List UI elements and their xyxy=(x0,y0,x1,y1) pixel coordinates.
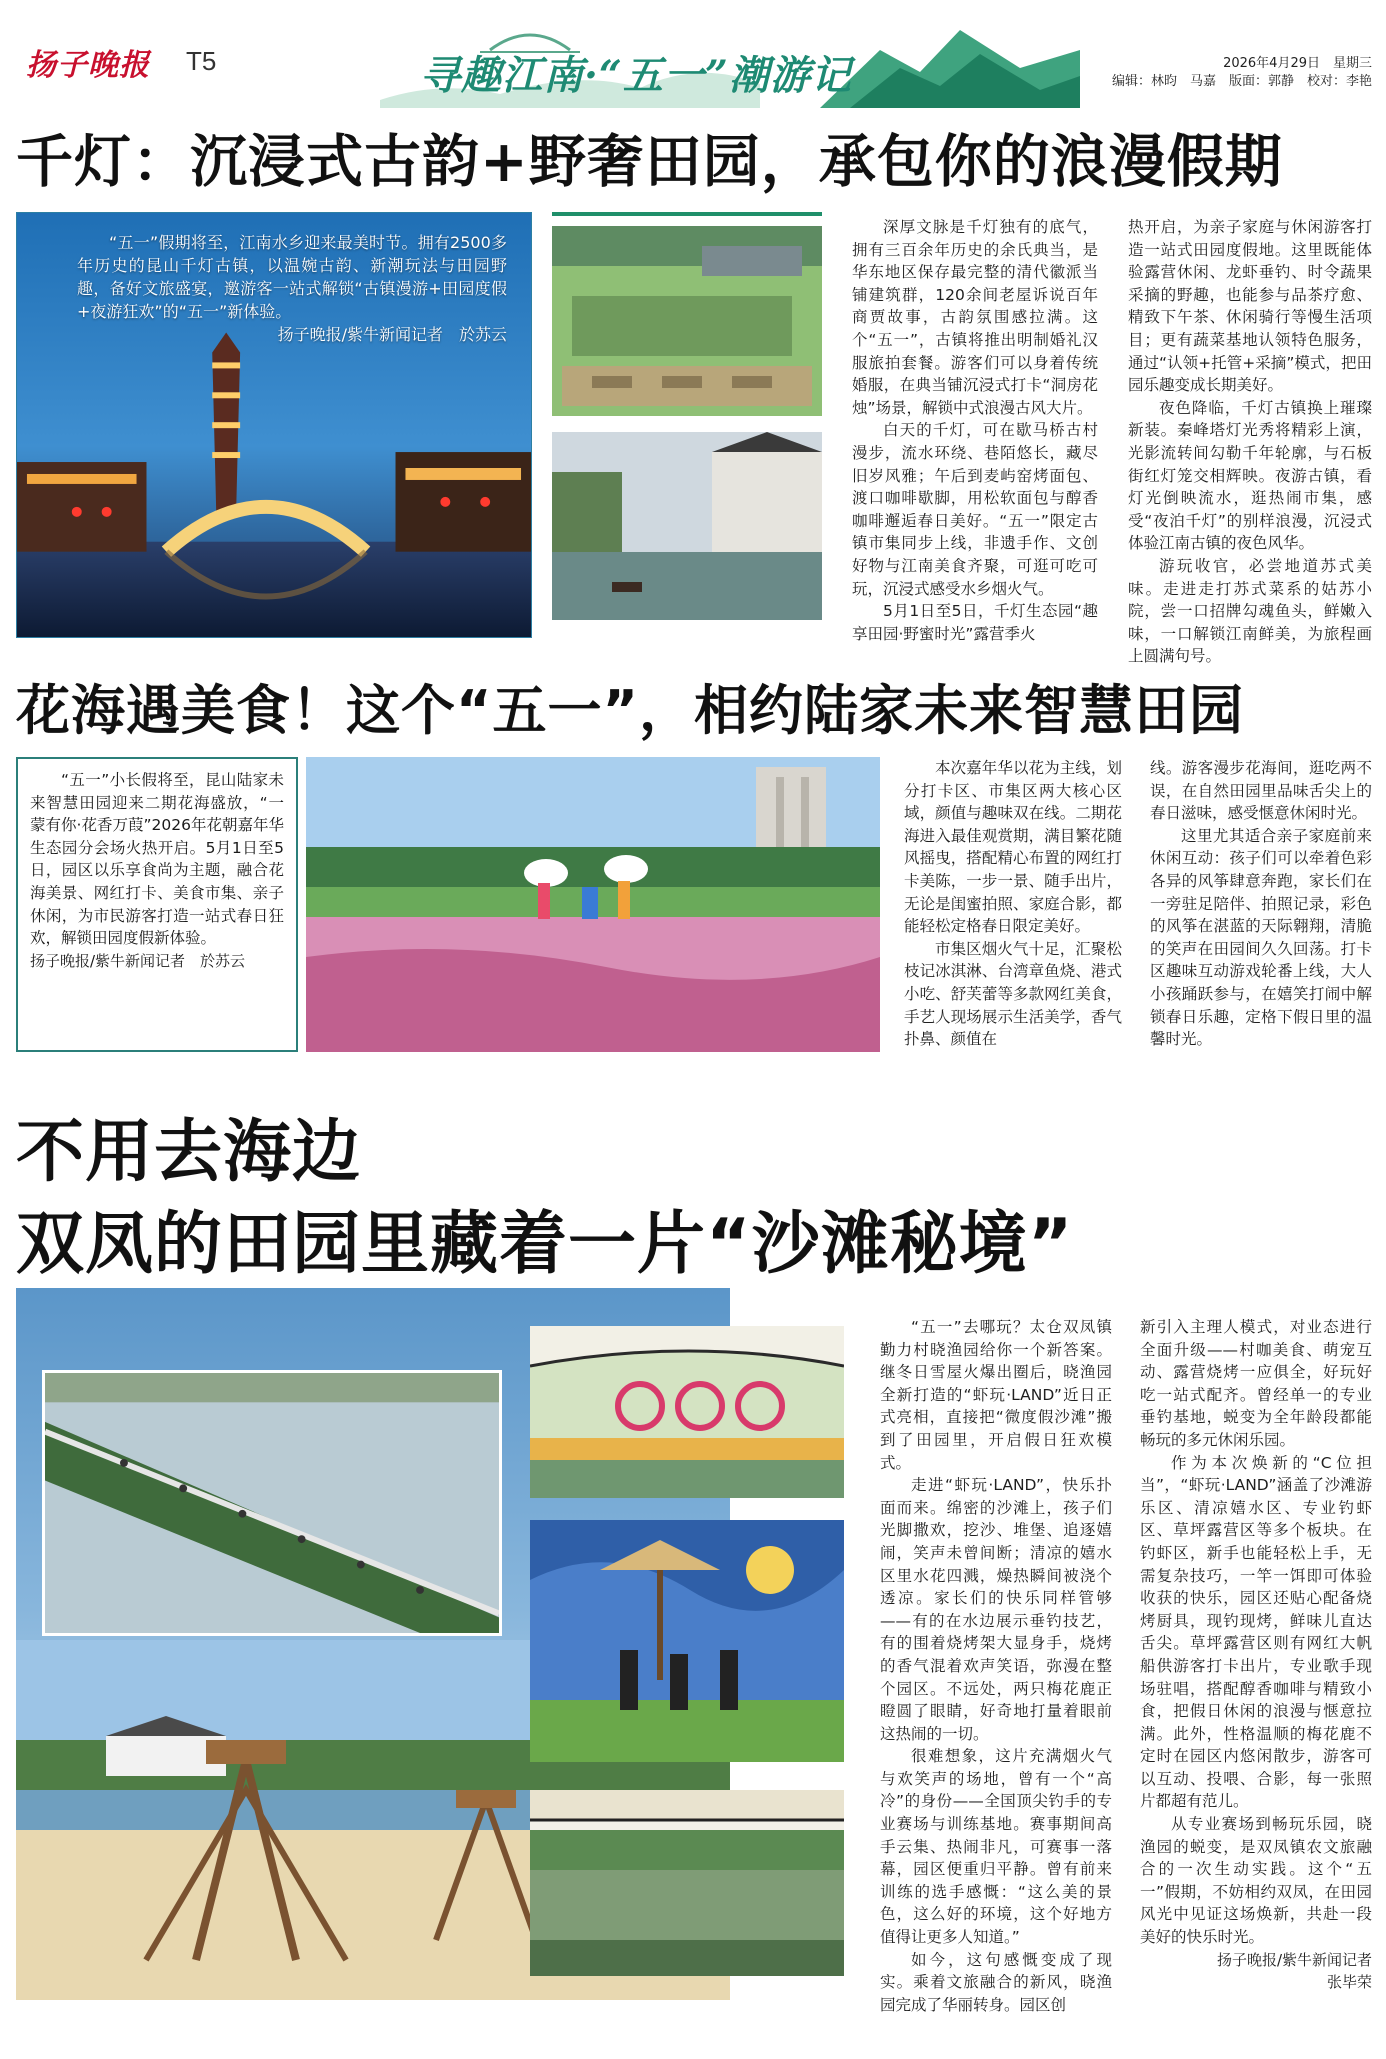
article3-paragraph: 从专业赛场到畅玩乐园，晓渔园的蜕变，是双凤镇农文旅融合的一次生动实践。这个“五一”假期，不妨相约双凤，在田园风光中见证这场焕新，共赴一段美好的快乐时光。 xyxy=(1140,1815,1372,1947)
article1-paragraph: 热开启，为亲子家庭与休闲游客打造一站式田园度假地。这里既能体验露营休闲、龙虾垂钓、时令蔬果采摘的野趣，也能参与品茶疗愈、精致下午茶、休闲骑行等慢生活项目；更有蔬菜基地认领特色服务，通过“认领+托管+采摘”模式，把田园乐趣变成长期美好。 xyxy=(1128,218,1372,395)
article2-headline: 花海遇美食！这个“五一”，相约陆家未来智慧田园 xyxy=(16,679,1244,742)
newspaper-logo: 扬子晚报 xyxy=(26,48,150,83)
article2-flower-field-photo xyxy=(306,757,880,1052)
article3-paragraph: 新引入主理人模式，对业态进行全面升级——村咖美食、萌宠互动、露营烧烤一应俱全，好玩好吃一站式配齐。曾经单一的专业垂钓基地，蜕变为全年龄段都能畅玩的多元休闲乐园。 xyxy=(1140,1318,1372,1449)
masthead xyxy=(0,0,1386,108)
article1-paragraph: 深厚文脉是千灯独有的底气，拥有三百余年历史的余氏典当，是华东地区保存最完整的清代徽派当铺建筑群，120余间老屋诉说百年商贾故事，古韵氛围感拉满。这个“五一”，古镇将推出明制婚礼汉服旅拍套餐。游客们可以身着传统婚服，在典当铺沉浸式打卡“洞房花烛”场景，解锁中式浪漫古风大片。 xyxy=(852,218,1098,417)
article3-headline-line2: 双凤的田园里藏着一片“沙滩秘境” xyxy=(16,1205,1074,1284)
article1-canal-photo xyxy=(552,432,822,620)
article1-column-2 xyxy=(1128,216,1372,668)
article3-credit: 扬子晚报/紫牛新闻记者 张毕荣 xyxy=(1216,1950,1372,1991)
article3-paragraph: 作为本次焕新的“C位担当”，“虾玩·LAND”涵盖了沙滩游乐区、清凉嬉水区、专业钓虾区、草坪露营区等多个板块。在钓虾区，新手也能轻松上手，无需复杂技巧，一竿一饵即可体验收获的快乐，园区还贴心配备烧烤厨具，现钓现烤，鲜味儿直达舌尖。草坪露营区则有网红大帆船供游客打卡出片，专业歌手现场驻唱，搭配醇香咖啡与精致小食，把假日休闲的浪漫与惬意拉满。此外，性格温顺的梅花鹿不定时在园区内悠闲散步，游客可以互动、投喂、合影，每一张照片都超有范儿。 xyxy=(1140,1453,1372,1811)
article1-credit: 扬子晚报/紫牛新闻记者 於苏云 xyxy=(277,325,507,344)
article3-column-2 xyxy=(1140,1316,1372,1993)
article1-column-1 xyxy=(852,216,1098,645)
page-number: T5 xyxy=(186,46,217,76)
article2-intro-text: “五一”小长假将至，昆山陆家未来智慧田园迎来二期花海盛放，“一蒙有你·花香万葭”2026年花朝嘉年华生态园分会场火热开启。5月1日至5日，园区以乐享食尚为主题，融合花海美景、网红打卡、美食市集、亲子休闲，为市民游客打造一站式春日狂欢，解锁田园度假新体验。 xyxy=(30,771,284,948)
issue-date: 2026年4月29日 星期三 xyxy=(1223,56,1372,71)
article3-reflection-pool-photo xyxy=(530,1790,844,1976)
article3-fishing-pond-photo xyxy=(42,1370,502,1636)
article2-intro-box xyxy=(16,757,298,1052)
article3-performance-photo xyxy=(530,1520,844,1762)
article1-aerial-photo xyxy=(552,226,822,416)
article3-paragraph: “五一”去哪玩？太仓双凤镇勤力村晓渔园给你一个新答案。继冬日雪屋火爆出圈后，晓渔园全新打造的“虾玩·LAND”近日正式亮相，直接把“微度假沙滩”搬到了田园里，开启假日狂欢模式。 xyxy=(880,1318,1112,1472)
article1-intro-overlay xyxy=(77,231,507,346)
article1-hero-photo xyxy=(16,212,532,638)
column-title: 寻趣江南·“五一”潮游记 xyxy=(420,52,852,99)
editorial-staff: 编辑：林昀 马嘉 版面：郭静 校对：李艳 xyxy=(1111,74,1372,89)
article3-paragraph: 走进“虾玩·LAND”，快乐扑面而来。绵密的沙滩上，孩子们光脚撒欢，挖沙、堆堡、追逐嬉闹，笑声未曾间断；清凉的嬉水区里水花四溅，燥热瞬间被浇个透凉。家长们的快乐同样管够——有的在水边展示垂钓技艺，有的围着烧烤架大显身手，烧烤的香气混着欢声笑语，弥漫在整个园区。不远处，两只梅花鹿正瞪圆了眼睛，好奇地打量着眼前这热闹的一切。 xyxy=(880,1476,1112,1743)
article2-paragraph: 本次嘉年华以花为主线，划分打卡区、市集区两大核心区域，颜值与趣味双在线。二期花海进入最佳观赏期，满目繁花随风摇曳，搭配精心布置的网红打卡美陈，一步一景、随手出片，无论是闺蜜拍照、家庭合影，都能轻松定格春日限定美好。 xyxy=(904,759,1122,936)
article3-paragraph: 很难想象，这片充满烟火气与欢笑声的场地，曾有一个“高冷”的身份——全国顶尖钓手的专业赛场与训练基地。赛事期间高手云集、热闹非凡，可赛事一落幕，园区便重归平静。曾有前来训练的选手感慨：“这么美的景色，这么好的环境，这个好地方值得让更多人知道。” xyxy=(880,1747,1112,1947)
article2-paragraph: 这里尤其适合亲子家庭前来休闲互动：孩子们可以牵着色彩各异的风筝肆意奔跑，家长们在一旁驻足陪伴、拍照记录，彩色的风筝在湛蓝的天际翱翔，清脆的笑声在田园间久久回荡。打卡区趣味互动游戏轮番上线，大人小孩踊跃参与，在嬉笑打闹中解锁春日乐趣，定格下假日里的温馨时光。 xyxy=(1150,826,1372,1049)
article2-paragraph: 线。游客漫步花海间，逛吃两不误，在自然田园里品味舌尖上的春日滋味，感受惬意休闲时光。 xyxy=(1150,759,1372,823)
article2-credit: 扬子晚报/紫牛新闻记者 於苏云 xyxy=(30,951,246,970)
article2-column-1 xyxy=(904,757,1122,1051)
article2-column-2 xyxy=(1150,757,1372,1051)
article3-paragraph: 如今，这句感慨变成了现实。乘着文旅融合的新风，晓渔园完成了华丽转身。园区创 xyxy=(880,1950,1112,2014)
article1-paragraph: 5月1日至5日，千灯生态园“趣享田园·野蜜时光”露营季火 xyxy=(852,602,1098,643)
article3-headline-line1: 不用去海边 xyxy=(16,1113,362,1192)
article3-column-1 xyxy=(880,1316,1112,2016)
article1-headline: 千灯：沉浸式古韵+野奢田园，承包你的浪漫假期 xyxy=(16,129,1283,195)
article1-photo-divider xyxy=(552,212,822,216)
article2-paragraph: 市集区烟火气十足，汇聚松枝记冰淇淋、台湾章鱼烧、港式小吃、舒芙蕾等多款网红美食，手艺人现场展示生活美学，香气扑鼻、颜值在 xyxy=(904,939,1122,1049)
article3-camp-tents-photo xyxy=(530,1326,844,1498)
article1-intro-text: “五一”假期将至，江南水乡迎来最美时节。拥有2500多年历史的昆山千灯古镇，以温婉古韵、新潮玩法与田园野趣，备好文旅盛宴，邀游客一站式解锁“古镇漫游+田园度假+夜游狂欢”的“五一”新体验。 xyxy=(77,233,507,321)
article1-paragraph: 白天的千灯，可在歇马桥古村漫步，流水环绕、巷陌悠长，藏尽旧岁风雅；午后到麦屿窑烤面包、渡口咖啡歇脚，用松软面包与醇香咖啡邂逅春日美好。“五一”限定古镇市集同步上线，非遗手作、文创好物与江南美食齐聚，可逛可吃可玩，沉浸式感受水乡烟火气。 xyxy=(852,421,1098,598)
article1-paragraph: 游玩收官，必尝地道苏式美味。走进走打苏式菜系的姑苏小院，尝一口招牌勾魂鱼头，鲜嫩入味，一口解锁江南鲜美，为旅程画上圆满句号。 xyxy=(1128,556,1372,666)
article1-paragraph: 夜色降临，千灯古镇换上璀璨新装。秦峰塔灯光秀将精彩上演，光影流转间勾勒千年轮廓，与石板街红灯笼交相辉映。夜游古镇，看灯光倒映流水，逛热闹市集，感受“夜泊千灯”的别样浪漫，沉浸式体验江南古镇的夜色风华。 xyxy=(1128,398,1372,553)
